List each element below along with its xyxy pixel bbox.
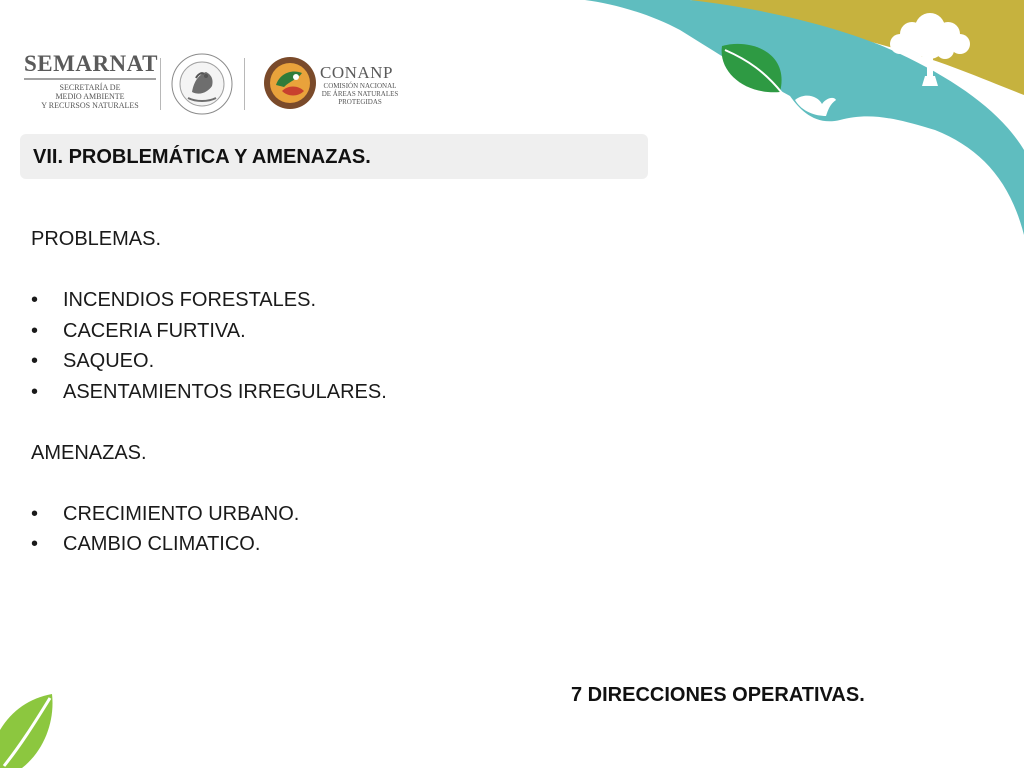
problems-list — [31, 285, 591, 407]
semarnat-name: SEMARNAT — [24, 51, 158, 76]
logo-divider-2 — [244, 58, 245, 110]
list-item — [31, 316, 591, 347]
national-seal-icon — [170, 52, 234, 116]
bullet-icon: • — [31, 502, 39, 525]
section-title: VII. PROBLEMÁTICA Y AMENAZAS. — [33, 146, 371, 168]
conanp-subtitle-line-1: COMISIÓN NACIONAL — [323, 82, 397, 90]
problems-heading: PROBLEMAS. — [31, 228, 162, 250]
semarnat-subtitle-line-1: SECRETARÍA DE — [59, 83, 121, 92]
semarnat-subtitle-line-2: MEDIO AMBIENTE — [55, 92, 125, 101]
conanp-name: CONANP — [320, 63, 393, 82]
list-item-text: CACERIA FURTIVA. — [63, 319, 246, 342]
spacer — [31, 407, 591, 438]
bullet-icon: • — [31, 533, 39, 555]
list-item-text: CRECIMIENTO URBANO. — [63, 502, 300, 525]
list-item — [31, 285, 591, 316]
bullet-icon: • — [31, 380, 39, 403]
slide-content — [31, 224, 591, 560]
semarnat-rule — [24, 78, 156, 80]
bullet-icon: • — [31, 289, 39, 311]
list-item — [31, 377, 591, 408]
list-item — [31, 499, 591, 530]
semarnat-logo — [24, 52, 164, 110]
conanp-subtitle-line-2: DE ÁREAS NATURALES — [321, 90, 399, 98]
bullet-icon: • — [31, 350, 39, 372]
threats-list — [31, 499, 591, 560]
spacer — [31, 255, 591, 286]
spacer — [31, 468, 591, 499]
threats-heading: AMENAZAS. — [31, 441, 147, 464]
bottom-leaf-icon — [0, 690, 56, 768]
list-item-text: CAMBIO CLIMATICO. — [63, 533, 261, 555]
semarnat-subtitle-line-3: Y RECURSOS NATURALES — [41, 101, 139, 110]
list-item-text: ASENTAMIENTOS IRREGULARES. — [63, 380, 387, 403]
conanp-logo-icon — [262, 55, 318, 111]
list-item — [31, 346, 591, 377]
section-title-bar — [20, 134, 648, 179]
list-item-text: INCENDIOS FORESTALES. — [63, 289, 317, 311]
footer-note: 7 DIRECCIONES OPERATIVAS. — [571, 684, 865, 706]
list-item — [31, 529, 591, 560]
list-item-text: SAQUEO. — [63, 350, 155, 372]
logo-divider — [160, 58, 161, 110]
conanp-logo — [320, 64, 410, 106]
bullet-icon: • — [31, 319, 39, 342]
conanp-subtitle-line-3: PROTEGIDAS — [338, 98, 382, 106]
